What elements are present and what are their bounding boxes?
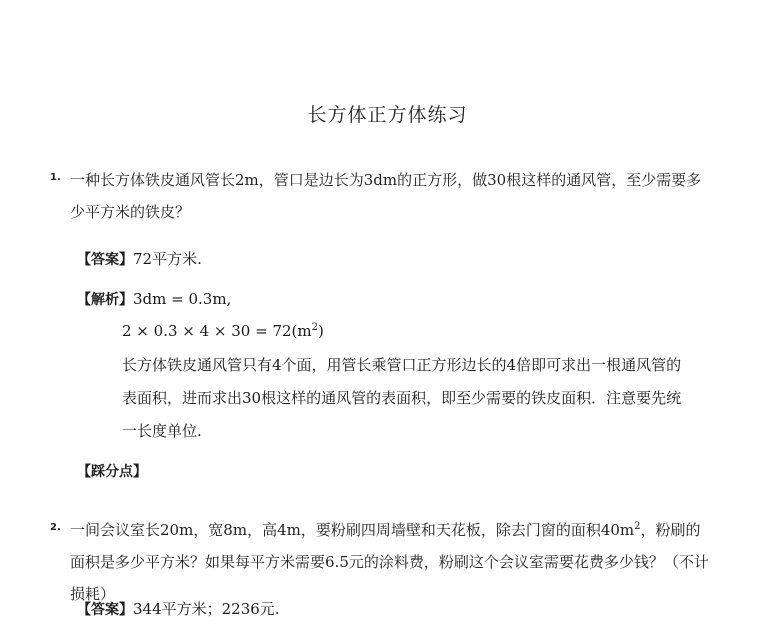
- analysis-line: 3dm = 0.3m,: [133, 290, 232, 308]
- scoring-tag: 【踩分点】: [77, 464, 147, 480]
- question-text: 一种长方体铁皮通风管长2m，管口是边长为3dm的正方形，做30根这样的通风管，至少需要多少平方米的铁皮？: [70, 171, 702, 221]
- answer-tag: 【答案】: [77, 602, 133, 618]
- analysis-row: [77, 283, 231, 316]
- question-text-a: 一间会议室长20m，宽8m，高4m，要粉刷四周墙壁和天花板，除去门窗的面积40m: [70, 521, 635, 539]
- formula: [122, 315, 324, 347]
- answer-row: [77, 593, 280, 626]
- question-text-b: ，粉刷的面积是多少平方米？如果每平方米需要6.5元的涂料费，粉刷这个会议室需要花费多少钱？（不计损耗）: [70, 521, 709, 603]
- question-number: 2.: [50, 522, 61, 533]
- formula-main: 2 × 0.3 × 4 × 30 = 72(m: [122, 322, 312, 340]
- page-title: 长方体正方体练习: [307, 104, 468, 126]
- answer-text: 344平方米；2236元.: [133, 600, 280, 618]
- formula-exponent: 2: [311, 322, 318, 333]
- answer-tag: 【答案】: [77, 252, 133, 268]
- explanation-text: 长方体铁皮通风管只有4个面，用管长乘管口正方形边长的4倍即可求出一根通风管的表面积，进而求出30根这样的通风管的表面积，即至少需要的铁皮面积．注意要先统一长度单位.: [122, 356, 682, 440]
- analysis-tag: 【解析】: [77, 292, 133, 308]
- answer-text: 72平方米.: [133, 250, 202, 268]
- question-number: 1.: [50, 172, 61, 183]
- formula-close: ): [317, 322, 324, 340]
- answer-row: [77, 243, 202, 276]
- question-exponent: 2: [634, 521, 641, 532]
- scoring-row: [77, 455, 147, 488]
